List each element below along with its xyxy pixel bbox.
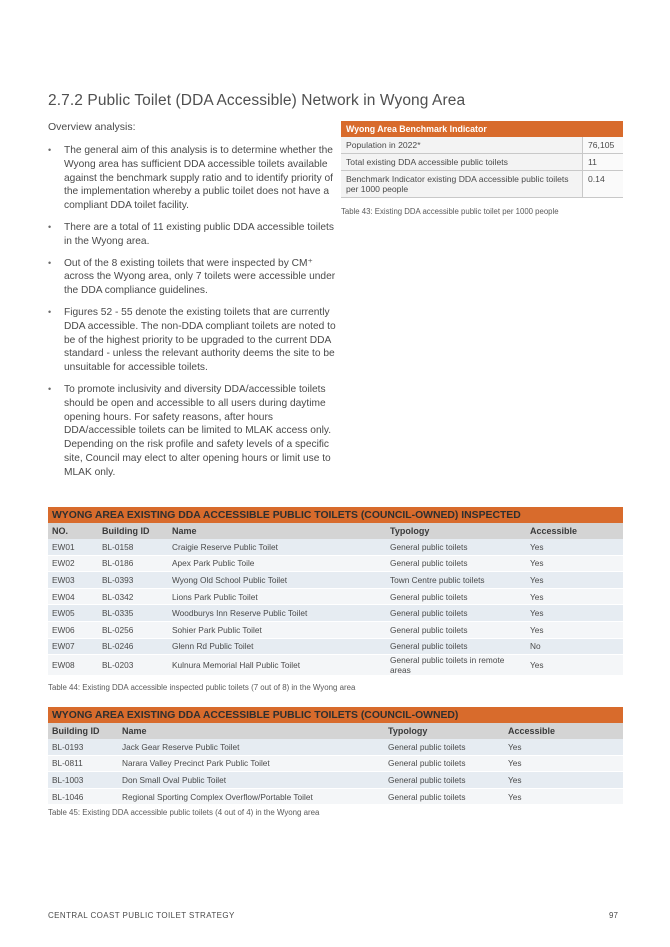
bullet-item (48, 306, 338, 375)
cell-typology: General public toilets (386, 605, 526, 622)
cell-no: EW03 (48, 572, 98, 589)
cell-accessible: Yes (526, 539, 623, 555)
column-header: Building ID (98, 523, 168, 539)
table-row (48, 605, 623, 622)
overview-bullet-list (48, 144, 338, 488)
cell-name: Narara Valley Precinct Park Public Toilet (118, 755, 384, 772)
cell-building-id: BL-0158 (98, 539, 168, 555)
table-44-title: WYONG AREA EXISTING DDA ACCESSIBLE PUBLIC TOILETS (COUNCIL-OWNED) INSPECTED (48, 507, 623, 523)
benchmark-label: Benchmark Indicator existing DDA accessible public toilets per 1000 people (341, 171, 583, 198)
cell-name: Kulnura Memorial Hall Public Toilet (168, 655, 386, 676)
cell-accessible: Yes (504, 755, 623, 772)
bullet-item (48, 257, 338, 298)
cell-typology: General public toilets (386, 638, 526, 655)
column-header: Name (118, 723, 384, 739)
cell-building-id: BL-0342 (98, 588, 168, 605)
bullet-text: Out of the 8 existing toilets that were inspected by CM⁺ across the Wyong area, only 7 toilets were accessible under the DDA compliance guidelines. (64, 257, 336, 297)
bullet-text: There are a total of 11 existing public DDA accessible toilets in the Wyong area. (64, 221, 334, 247)
cell-no: EW07 (48, 638, 98, 655)
bullet-dot-icon: • (48, 221, 52, 232)
cell-building-id: BL-1003 (48, 772, 118, 789)
cell-name: Apex Park Public Toile (168, 555, 386, 572)
cell-typology: Town Centre public toilets (386, 572, 526, 589)
table-row (48, 739, 623, 755)
table-45-caption: Table 45: Existing DDA accessible public toilets (4 out of 4) in the Wyong area (48, 808, 320, 817)
council-toilets-table (48, 707, 623, 805)
cell-building-id: BL-0256 (98, 621, 168, 638)
cell-no: EW01 (48, 539, 98, 555)
table-row (48, 539, 623, 555)
table-row (48, 621, 623, 638)
table-row (48, 555, 623, 572)
table-row (48, 655, 623, 676)
cell-name: Don Small Oval Public Toilet (118, 772, 384, 789)
cell-building-id: BL-0811 (48, 755, 118, 772)
bullet-item (48, 221, 338, 249)
cell-accessible: No (526, 638, 623, 655)
cell-accessible: Yes (526, 555, 623, 572)
cell-building-id: BL-0193 (48, 739, 118, 755)
cell-accessible: Yes (526, 588, 623, 605)
cell-name: Lions Park Public Toilet (168, 588, 386, 605)
column-header: Accessible (504, 723, 623, 739)
bullet-item (48, 383, 338, 480)
column-header: Building ID (48, 723, 118, 739)
cell-typology: General public toilets (386, 555, 526, 572)
bullet-dot-icon: • (48, 257, 52, 268)
cell-name: Craigie Reserve Public Toilet (168, 539, 386, 555)
cell-typology: General public toilets (384, 755, 504, 772)
cell-accessible: Yes (504, 739, 623, 755)
cell-typology: General public toilets (386, 621, 526, 638)
cell-accessible: Yes (526, 655, 623, 676)
cell-typology: General public toilets (384, 772, 504, 789)
table-43-caption: Table 43: Existing DDA accessible public toilet per 1000 people (341, 207, 559, 216)
table-row (48, 572, 623, 589)
cell-typology: General public toilets in remote areas (386, 655, 526, 676)
cell-building-id: BL-0246 (98, 638, 168, 655)
bullet-dot-icon: • (48, 145, 52, 155)
cell-building-id: BL-0186 (98, 555, 168, 572)
cell-building-id: BL-1046 (48, 788, 118, 805)
cell-typology: General public toilets (386, 588, 526, 605)
benchmark-value: 11 (583, 154, 624, 171)
cell-no: EW05 (48, 605, 98, 622)
benchmark-label: Population in 2022* (341, 137, 583, 154)
cell-accessible: Yes (504, 772, 623, 789)
inspected-toilets-table (48, 507, 623, 676)
cell-building-id: BL-0203 (98, 655, 168, 676)
benchmark-value: 76,105 (583, 137, 624, 154)
cell-accessible: Yes (526, 572, 623, 589)
benchmark-row (341, 137, 623, 154)
bullet-text: The general aim of this analysis is to determine whether the Wyong area has sufficient DDA accessible toilets available against the benchmark supply ratio and to identify priority of the implementation whereby a public toilet does not have a compliant DDA toilet facility. (64, 145, 333, 212)
table-44-header-row (48, 523, 623, 539)
bullet-dot-icon: • (48, 383, 52, 394)
cell-building-id: BL-0335 (98, 605, 168, 622)
cell-name: Sohier Park Public Toilet (168, 621, 386, 638)
table-45-header-row (48, 723, 623, 739)
table-44-caption: Table 44: Existing DDA accessible inspected public toilets (7 out of 8) in the Wyong area (48, 683, 356, 692)
footer-document-title: CENTRAL COAST PUBLIC TOILET STRATEGY (48, 911, 235, 920)
column-header: NO. (48, 523, 98, 539)
page-heading: 2.7.2 Public Toilet (DDA Accessible) Network in Wyong Area (48, 92, 466, 109)
table-row (48, 755, 623, 772)
benchmark-row (341, 171, 623, 198)
cell-accessible: Yes (504, 788, 623, 805)
column-header: Name (168, 523, 386, 539)
bullet-item (48, 144, 338, 213)
column-header: Typology (384, 723, 504, 739)
table-row (48, 772, 623, 789)
cell-typology: General public toilets (384, 788, 504, 805)
cell-accessible: Yes (526, 621, 623, 638)
table-row (48, 788, 623, 805)
cell-typology: General public toilets (384, 739, 504, 755)
benchmark-label: Total existing DDA accessible public toilets (341, 154, 583, 171)
page-number: 97 (609, 911, 618, 920)
cell-no: EW04 (48, 588, 98, 605)
benchmark-table (341, 121, 623, 198)
bullet-dot-icon: • (48, 306, 52, 317)
cell-no: EW06 (48, 621, 98, 638)
column-header: Accessible (526, 523, 623, 539)
bullet-text: To promote inclusivity and diversity DDA/accessible toilets should be open and accessible to all users during daytime opening hours. For safety reasons, after hours DDA/accessible toilets can be limited to MLAK access only. Depending on the risk profile and safety levels of a specific site, Council may elect to alter opening hours or limit use to MLAK only. (64, 383, 332, 478)
benchmark-row (341, 154, 623, 171)
benchmark-title: Wyong Area Benchmark Indicator (341, 121, 623, 137)
cell-no: EW02 (48, 555, 98, 572)
benchmark-value: 0.14 (583, 171, 624, 198)
overview-label: Overview analysis: (48, 121, 136, 133)
cell-building-id: BL-0393 (98, 572, 168, 589)
cell-typology: General public toilets (386, 539, 526, 555)
table-row (48, 638, 623, 655)
cell-name: Regional Sporting Complex Overflow/Portable Toilet (118, 788, 384, 805)
cell-no: EW08 (48, 655, 98, 676)
cell-name: Wyong Old School Public Toilet (168, 572, 386, 589)
column-header: Typology (386, 523, 526, 539)
table-45-title: WYONG AREA EXISTING DDA ACCESSIBLE PUBLIC TOILETS (COUNCIL-OWNED) (48, 707, 623, 723)
cell-accessible: Yes (526, 605, 623, 622)
cell-name: Woodburys Inn Reserve Public Toilet (168, 605, 386, 622)
cell-name: Glenn Rd Public Toilet (168, 638, 386, 655)
cell-name: Jack Gear Reserve Public Toilet (118, 739, 384, 755)
bullet-text: Figures 52 - 55 denote the existing toilets that are currently DDA accessible. The non-DDA compliant toilets are noted to be of the highest priority to be upgraded to the current DDA standard - unless the relevant authority deems the site to be unsuitable for accessible toilets. (64, 306, 336, 374)
table-row (48, 588, 623, 605)
